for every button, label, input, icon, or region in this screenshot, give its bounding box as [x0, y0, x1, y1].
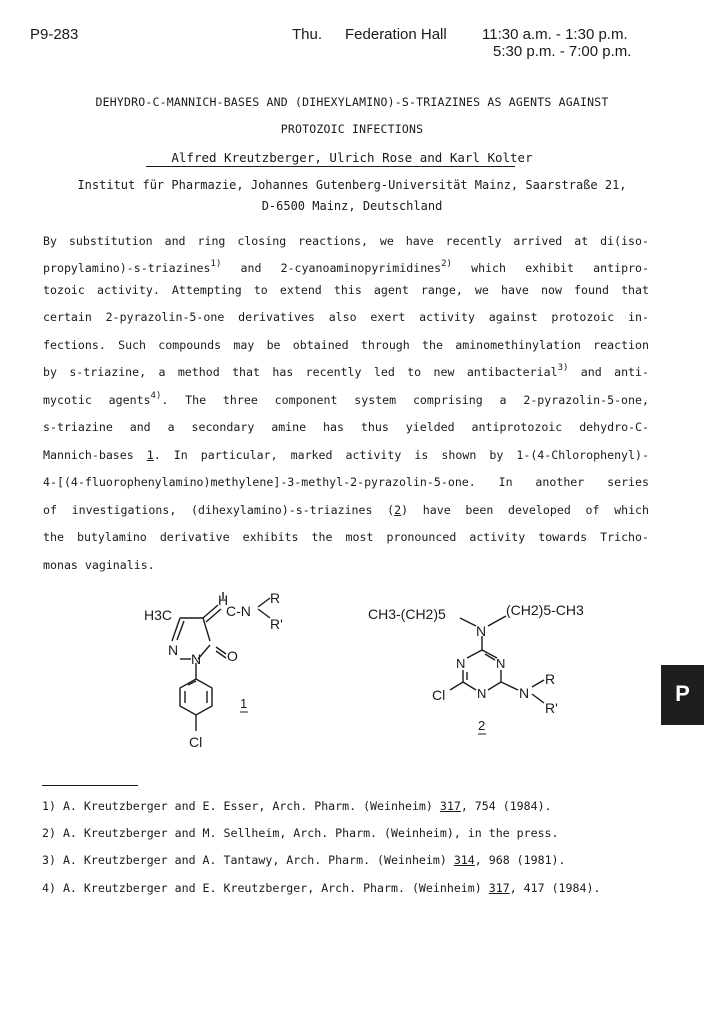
n-label: N: [456, 656, 466, 671]
abstract-title-line-1: DEHYDRO-C-MANNICH-BASES AND (DIHEXYLAMINO)-S-TRIAZINES AS AGENTS AGAINST: [95, 95, 609, 109]
footnote-rule: [42, 785, 138, 786]
c-n-label: C-N: [226, 603, 251, 619]
r-prime-label: R': [545, 700, 558, 716]
cl-label: Cl: [432, 687, 446, 703]
ref-marker: 2): [441, 259, 452, 269]
abstract-line: Mannich-bases 1. In particular, marked activity is shown by 1-(4-Chlorophenyl)-: [43, 448, 649, 462]
abstract-line: By substitution and ring closing reactions, we have recently arrived at di(iso-: [43, 234, 649, 248]
abstract-line: certain 2-pyrazolin-5-one derivatives also exert activity against protozoic in-: [43, 310, 649, 324]
structure-2-diagram: [360, 590, 630, 750]
abstract-line: fections. Such compounds may be obtained through the aminomethinylation reaction: [43, 338, 649, 352]
footnote-3: 3) A. Kreutzberger and A. Tantawy, Arch. Pharm. (Weinheim) 314, 968 (1981).: [42, 853, 566, 867]
abstract-line: of investigations, (dihexylamino)-s-triazines (2) have been developed of which: [43, 503, 650, 517]
abstract-line: the butylamino derivative exhibits the most pronounced activity towards Tricho-: [43, 530, 649, 544]
o-label: O: [227, 648, 238, 664]
session-time-2: 5:30 p.m. - 7:00 p.m.: [493, 43, 632, 60]
institution-line-2: D-6500 Mainz, Deutschland: [261, 199, 443, 213]
h3c-label: H3C: [144, 607, 173, 623]
n-label: N: [477, 686, 487, 701]
ref-marker: 3): [557, 363, 569, 373]
section-tab: [661, 665, 704, 725]
abstract-title-line-2: PROTOZOIC INFECTIONS: [280, 122, 424, 136]
r-label: R: [545, 671, 556, 687]
abstract-line: mycotic agents$^{4)}$. The three component system comprising a 2-pyrazolin-5-one,: [43, 391, 649, 407]
structure-1-diagram: [130, 585, 330, 765]
abstract-line: propylamino)-s-triazines$^{1)}$ and 2-cyanoaminopyrimidines$^{2)}$ which exhibit antipro-: [43, 259, 649, 275]
compound-label-1: 1: [240, 696, 248, 711]
authors: Alfred Kreutzberger, Ulrich Rose and Karl Kolter: [171, 150, 533, 165]
r-prime-label: R': [270, 616, 283, 632]
right-chain-label: (CH2)5-CH3: [506, 602, 584, 618]
session-time-1: 11:30 a.m. - 1:30 p.m.: [482, 26, 628, 43]
n-label: N: [496, 656, 506, 671]
ref-marker: 1): [210, 259, 222, 269]
abstract-line: by s-triazine, a method that has recently led to new antibacterial$^{3)}$ and anti-: [43, 363, 649, 379]
compound-label-2: 2: [478, 718, 486, 733]
abstract-line: monas vaginalis.: [43, 558, 155, 572]
footnote-4: 4) A. Kreutzberger and E. Kreutzberger, Arch. Pharm. (Weinheim) 317, 417 (1984).: [42, 881, 601, 895]
session-venue: Federation Hall: [345, 26, 447, 43]
authors-underline: [146, 166, 515, 167]
session-id: P9-283: [30, 26, 79, 43]
footnote-2: 2) A. Kreutzberger and M. Sellheim, Arch. Pharm. (Weinheim), in the press.: [42, 826, 559, 840]
abstract-line: tozoic activity. Attempting to extend this agent range, we have now found that: [43, 283, 649, 297]
h-label: H: [218, 592, 229, 608]
session-day: Thu.: [292, 26, 323, 43]
n-label: N: [191, 651, 202, 667]
footnote-1: 1) A. Kreutzberger and E. Esser, Arch. Pharm. (Weinheim) 317, 754 (1984).: [42, 799, 552, 813]
compound-ref: 1: [146, 448, 154, 462]
cl-label: Cl: [189, 734, 203, 750]
r-label: R: [270, 590, 281, 606]
n-label: N: [476, 623, 487, 639]
n-label: N: [519, 685, 530, 701]
abstract-line: 4-[(4-fluorophenylamino)methylene]-3-methyl-2-pyrazolin-5-one. In another series: [43, 475, 649, 489]
institution-line-1: Institut für Pharmazie, Johannes Gutenberg-Universität Mainz, Saarstraße 21,: [77, 178, 627, 192]
section-tab-letter: P: [675, 681, 690, 706]
left-chain-label: CH3-(CH2)5: [368, 606, 446, 622]
n-label: N: [168, 642, 179, 658]
compound-ref: 2: [394, 503, 402, 517]
abstract-line: s-triazine and a secondary amine has thus yielded antiprotozoic dehydro-C-: [43, 420, 649, 434]
ref-marker: 4): [150, 391, 162, 401]
